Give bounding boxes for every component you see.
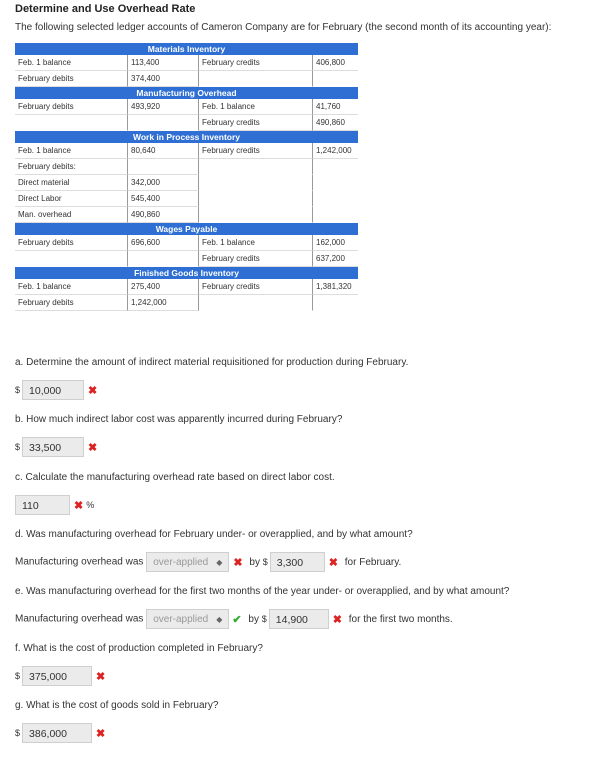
question-e: e. Was manufacturing overhead for the first two months of the year under- or overapplied, and by what amount? [15,586,510,597]
answer-b-input[interactable]: 33,500 [22,437,84,457]
answer-a-input[interactable]: 10,000 [22,380,84,400]
incorrect-icon: ✖ [96,727,106,740]
currency-symbol: $ [262,557,268,567]
answer-c-row [15,495,94,515]
page-title: Determine and Use Overhead Rate [15,3,196,15]
incorrect-icon: ✖ [88,441,98,454]
question-g: g. What is the cost of goods sold in February? [15,700,219,711]
ledger-row: Man. overhead 490,860 [15,207,358,223]
answer-a-row [15,380,97,400]
dropdown-arrow-icon: ◆ [216,558,223,567]
currency-symbol: $ [15,442,21,452]
correct-icon: ✔ [232,613,242,626]
question-c: c. Calculate the manufacturing overhead rate based on direct labor cost. [15,472,335,483]
ledger-row: Feb. 1 balance 275,400 February credits 1,381,320 [15,279,358,295]
answer-c-input[interactable]: 110 [15,495,70,515]
ledger-row: Direct Labor 545,400 [15,191,358,207]
dropdown-arrow-icon: ◆ [216,615,223,624]
account-header-materials: Materials Inventory [15,43,358,55]
select-value: over-applied [153,557,209,568]
answer-e-prefix: Manufacturing overhead was [15,613,144,625]
answer-e-row [15,609,453,629]
answer-f-input[interactable]: 375,000 [22,666,92,686]
ledger-row: February debits: [15,159,358,175]
incorrect-icon: ✖ [328,556,338,569]
ledger-row: February debits 374,400 [15,71,358,87]
currency-symbol: $ [15,671,21,681]
question-f: f. What is the cost of production completed in February? [15,643,263,654]
percent-unit: % [86,500,95,510]
by-label: by [249,556,260,568]
select-value: over-applied [153,614,209,625]
answer-b-row [15,437,97,457]
ledger-row: February credits 637,200 [15,251,358,267]
answer-e-select[interactable] [146,609,229,629]
by-label: by [248,613,259,625]
answer-f-row [15,666,105,686]
currency-symbol: $ [15,728,21,738]
incorrect-icon: ✖ [332,613,342,626]
incorrect-icon: ✖ [74,499,84,512]
account-header-wip: Work in Process Inventory [15,131,358,143]
currency-symbol: $ [261,614,267,624]
question-d: d. Was manufacturing overhead for February under- or overapplied, and by what amount? [15,529,413,540]
question-a: a. Determine the amount of indirect material requisitioned for production during February. [15,357,409,368]
incorrect-icon: ✖ [233,556,243,569]
ledger-row: February credits 490,860 [15,115,358,131]
answer-d-prefix: Manufacturing overhead was [15,556,144,568]
question-b: b. How much indirect labor cost was apparently incurred during February? [15,414,343,425]
answer-e-suffix: for the first two months. [348,613,453,625]
incorrect-icon: ✖ [88,384,98,397]
ledger-row: February debits 493,920 Feb. 1 balance 41,760 [15,99,358,115]
ledger-row: Feb. 1 balance 80,640 February credits 1,242,000 [15,143,358,159]
account-header-finished: Finished Goods Inventory [15,267,358,279]
answer-d-suffix: for February. [344,556,402,568]
account-header-wages: Wages Payable [15,223,358,235]
answer-e-input[interactable]: 14,900 [269,609,329,629]
ledger-row: February debits 696,600 Feb. 1 balance 162,000 [15,235,358,251]
answer-g-input[interactable]: 386,000 [22,723,92,743]
ledger-row: Direct material 342,000 [15,175,358,191]
intro-text: The following selected ledger accounts of Cameron Company are for February (the second month of its accounting year): [15,22,552,33]
ledger-accounts [15,43,358,311]
incorrect-icon: ✖ [96,670,106,683]
answer-g-row [15,723,105,743]
answer-d-select[interactable] [146,552,229,572]
answer-d-row [15,552,401,572]
ledger-row: February debits 1,242,000 [15,295,358,311]
ledger-row: Feb. 1 balance 113,400 February credits 406,800 [15,55,358,71]
currency-symbol: $ [15,385,21,395]
account-header-overhead: Manufacturing Overhead [15,87,358,99]
answer-d-input[interactable]: 3,300 [270,552,325,572]
